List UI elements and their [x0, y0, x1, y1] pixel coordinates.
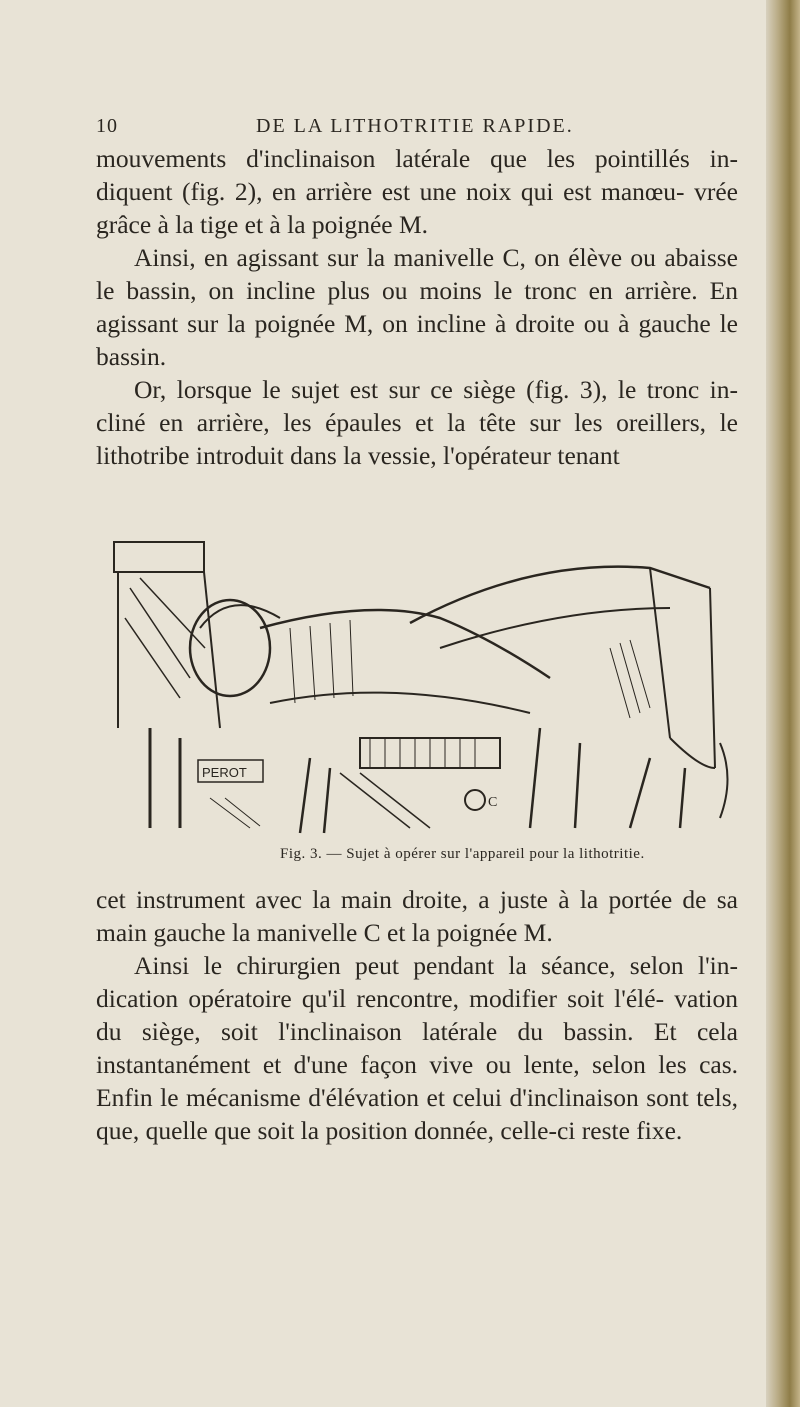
engraving-chair-patient — [110, 528, 735, 838]
running-header — [96, 115, 736, 141]
figure-label-c: C — [488, 795, 498, 810]
paragraph: mouvements d'inclinaison latérale que les pointillés in- diquent (fig. 2), en arrière est une noix qui est manœu- vrée grâce à la tige et à la poignée M. — [96, 144, 738, 239]
figure-label-perot: PEROT — [202, 765, 247, 780]
figure-caption: Fig. 3. — Sujet à opérer sur l'appareil pour la lithotritie. — [280, 846, 645, 862]
running-title: DE LA LITHOTRITIE RAPIDE. — [256, 115, 574, 137]
paragraph: Ainsi le chirurgien peut pendant la séance, selon l'in- dication opératoire qu'il rencontre, modifier soit l'élé- vation du siège, soit l'inclinaison latérale du bassin. Et cela instantanément et d'une façon vive ou lente, selon les cas. Enfin le mécanisme d'élévation et celui d'inclinaison sont tels, que, quelle que soit la position donnée, celle-ci reste fixe. — [96, 951, 738, 1145]
figure-illustration — [110, 528, 735, 838]
paragraph: Or, lorsque le sujet est sur ce siège (fig. 3), le tronc in- cliné en arrière, les épaules et la tête sur les oreillers, le lithotribe introduit dans la vessie, l'opérateur tenant — [96, 375, 738, 470]
paragraph: Ainsi, en agissant sur la manivelle C, on élève ou abaisse le bassin, on incline plus ou moins le tronc en arrière. En agissant sur la poignée M, on incline à droite ou à gauche le bassin. — [96, 243, 738, 371]
body-text-bottom — [96, 883, 738, 1147]
paragraph: cet instrument avec la main droite, a juste à la portée de sa main gauche la manivelle C et la poignée M. — [96, 885, 738, 947]
page-number: 10 — [96, 115, 118, 137]
page-edge-shadow — [766, 0, 800, 1407]
body-text-top — [96, 142, 738, 472]
